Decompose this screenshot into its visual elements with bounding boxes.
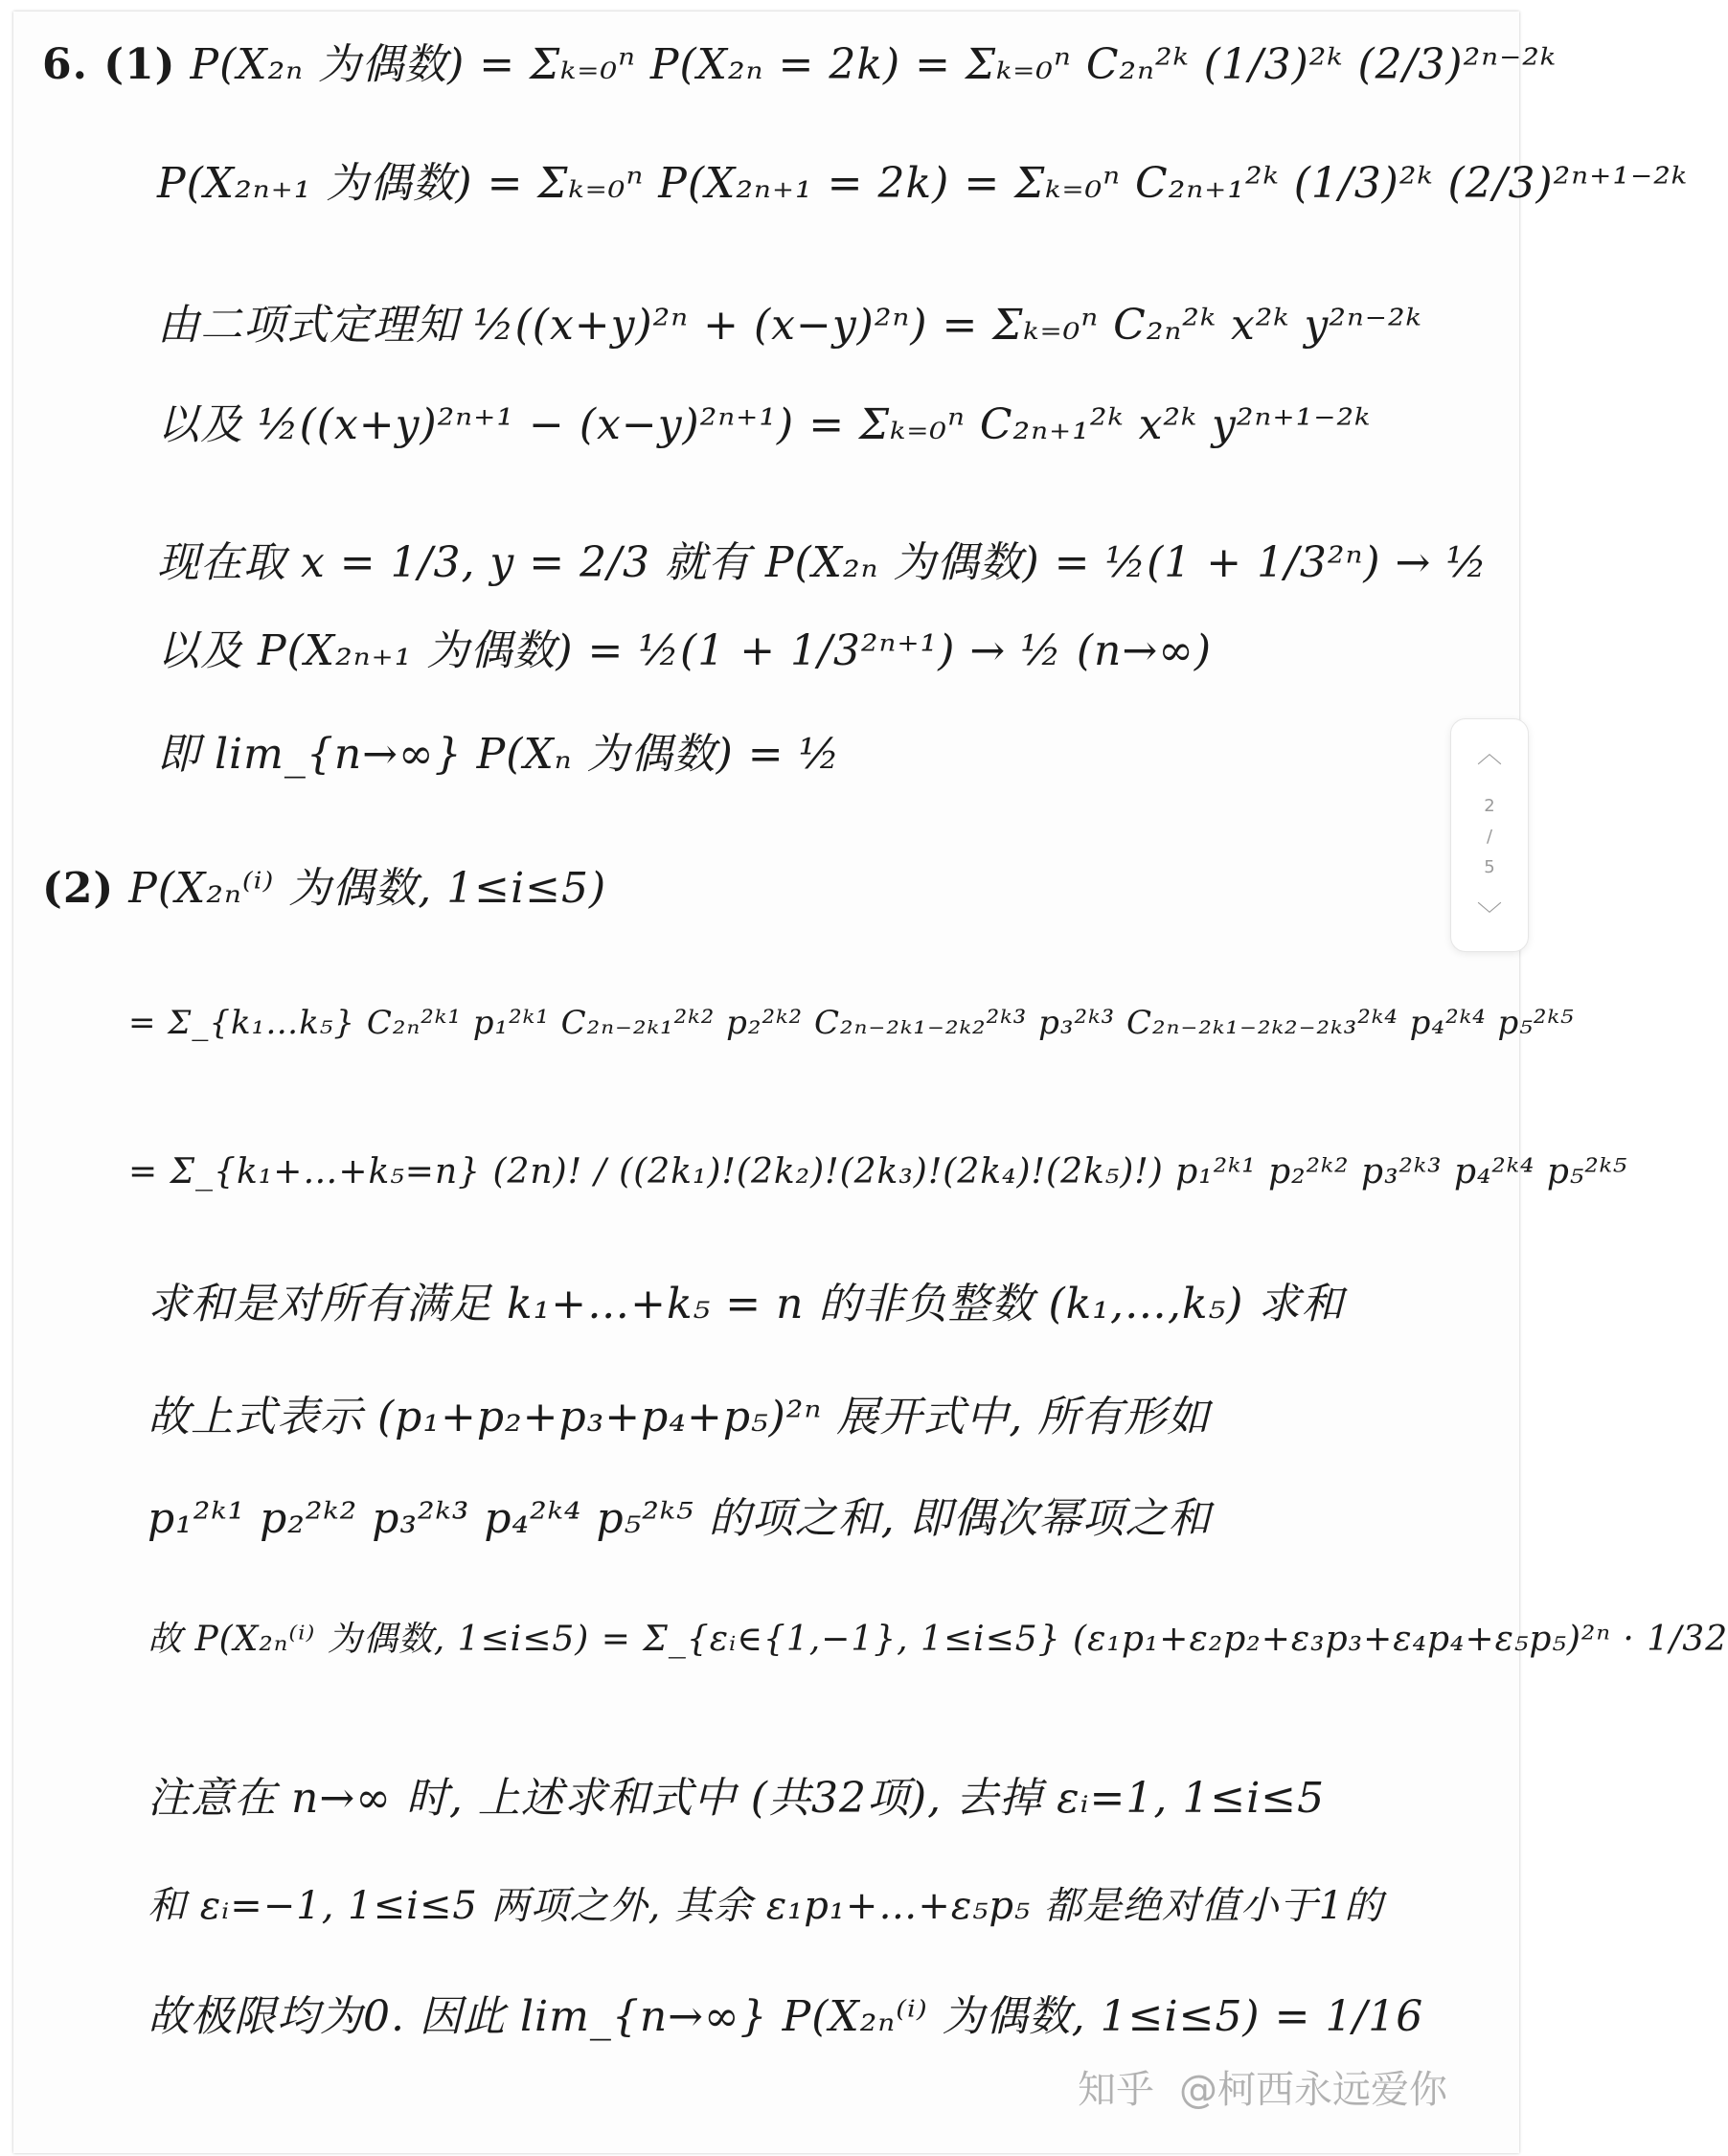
line-text: P(X₂ₙ 为偶数) = Σₖ₌₀ⁿ P(X₂ₙ = 2k) = Σₖ₌₀ⁿ C₂ₙ²ᵏ (1/3)²ᵏ (2/3)²ⁿ⁻²ᵏ xyxy=(190,40,1557,89)
line-text: 以及 ½((x+y)²ⁿ⁺¹ − (x−y)²ⁿ⁺¹) = Σₖ₌₀ⁿ C₂ₙ₊₁²ᵏ x²ᵏ y²ⁿ⁺¹⁻²ᵏ xyxy=(157,400,1372,449)
line-10 xyxy=(128,1146,1627,1199)
page-pager xyxy=(1450,718,1529,952)
line-text: 和 εᵢ=−1, 1≤i≤5 两项之外, 其余 ε₁p₁+…+ε₅p₅ 都是绝对值小于1的 xyxy=(148,1884,1384,1928)
line-12 xyxy=(148,1391,1210,1444)
line-text: 故 P(X₂ₙ⁽ⁱ⁾ 为偶数, 1≤i≤5) = Σ_{εᵢ∈{1,−1}, 1≤i≤5} (ε₁p₁+ε₂p₂+ε₃p₃+ε₄p₄+ε₅p₅)²ⁿ · 1/32 xyxy=(148,1620,1728,1659)
line-text: = Σ_{k₁+…+k₅=n} (2n)! / ((2k₁)!(2k₂)!(2k₃)!(2k₄)!(2k₅)!) p₁²ᵏ¹ p₂²ᵏ² p₃²ᵏ³ p₄²ᵏ⁴ p₅²ᵏ⁵ xyxy=(128,1152,1628,1191)
line-5 xyxy=(157,536,1488,590)
watermark-site: 知乎 xyxy=(1078,2068,1154,2112)
line-13 xyxy=(148,1492,1212,1546)
problem-label: 6. (1) xyxy=(42,40,176,89)
line-7 xyxy=(157,728,840,782)
chevron-up-icon[interactable]: ︿ xyxy=(1476,740,1502,769)
line-text: 由二项式定理知 ½((x+y)²ⁿ + (x−y)²ⁿ) = Σₖ₌₀ⁿ C₂ₙ²ᵏ x²ᵏ y²ⁿ⁻²ᵏ xyxy=(157,301,1422,350)
watermark xyxy=(1078,2059,1447,2114)
current-page: 2 xyxy=(1484,796,1495,816)
problem-label: (2) xyxy=(42,864,115,913)
line-text: 故上式表示 (p₁+p₂+p₃+p₄+p₅)²ⁿ 展开式中, 所有形如 xyxy=(148,1393,1211,1441)
line-9 xyxy=(128,996,1575,1050)
line-11 xyxy=(148,1278,1344,1331)
watermark-author: @柯西永远爱你 xyxy=(1179,2068,1447,2112)
line-text: P(X₂ₙ₊₁ 为偶数) = Σₖ₌₀ⁿ P(X₂ₙ₊₁ = 2k) = Σₖ₌₀ⁿ C₂ₙ₊₁²ᵏ (1/3)²ᵏ (2/3)²ⁿ⁺¹⁻²ᵏ xyxy=(157,159,1688,208)
line-14 xyxy=(148,1613,1728,1667)
chevron-down-icon[interactable]: ﹀ xyxy=(1476,901,1502,930)
line-4 xyxy=(157,398,1371,452)
line-17 xyxy=(148,1990,1423,2044)
line-text: 现在取 x = 1/3, y = 2/3 就有 P(X₂ₙ 为偶数) = ½(1 + 1/3²ⁿ) → ½ xyxy=(157,538,1489,587)
total-pages: 5 xyxy=(1484,857,1495,877)
line-16 xyxy=(148,1879,1383,1933)
line-2 xyxy=(157,157,1688,211)
line-text: 以及 P(X₂ₙ₊₁ 为偶数) = ½(1 + 1/3²ⁿ⁺¹) → ½ (n→∞) xyxy=(157,626,1213,675)
page-separator: / xyxy=(1486,827,1493,847)
line-text: 注意在 n→∞ 时, 上述求和式中 (共32项), 去掉 εᵢ=1, 1≤i≤5 xyxy=(148,1774,1326,1823)
line-8 xyxy=(42,862,606,916)
handwritten-page xyxy=(13,11,1728,2153)
line-text: P(X₂ₙ⁽ⁱ⁾ 为偶数, 1≤i≤5) xyxy=(128,864,607,913)
line-15 xyxy=(148,1772,1325,1826)
line-text: 故极限均为0. 因此 lim_{n→∞} P(X₂ₙ⁽ⁱ⁾ 为偶数, 1≤i≤5) = 1/16 xyxy=(148,1992,1424,2041)
line-text: p₁²ᵏ¹ p₂²ᵏ² p₃²ᵏ³ p₄²ᵏ⁴ p₅²ᵏ⁵ 的项之和, 即偶次幂项之和 xyxy=(148,1494,1212,1543)
line-text: 即 lim_{n→∞} P(Xₙ 为偶数) = ½ xyxy=(157,730,841,779)
line-text: = Σ_{k₁…k₅} C₂ₙ²ᵏ¹ p₁²ᵏ¹ C₂ₙ₋₂ₖ₁²ᵏ² p₂²ᵏ² C₂ₙ₋₂ₖ₁₋₂ₖ₂²ᵏ³ p₃²ᵏ³ C₂ₙ₋₂ₖ₁₋₂ₖ₂₋₂ₖ₃²ᵏ⁴ p₄²ᵏ⁴ p₅²ᵏ⁵ xyxy=(128,1004,1575,1042)
line-text: 求和是对所有满足 k₁+…+k₅ = n 的非负整数 (k₁,…,k₅) 求和 xyxy=(148,1280,1345,1328)
line-1 xyxy=(42,38,1557,92)
line-3 xyxy=(157,299,1422,352)
line-6 xyxy=(157,624,1212,678)
